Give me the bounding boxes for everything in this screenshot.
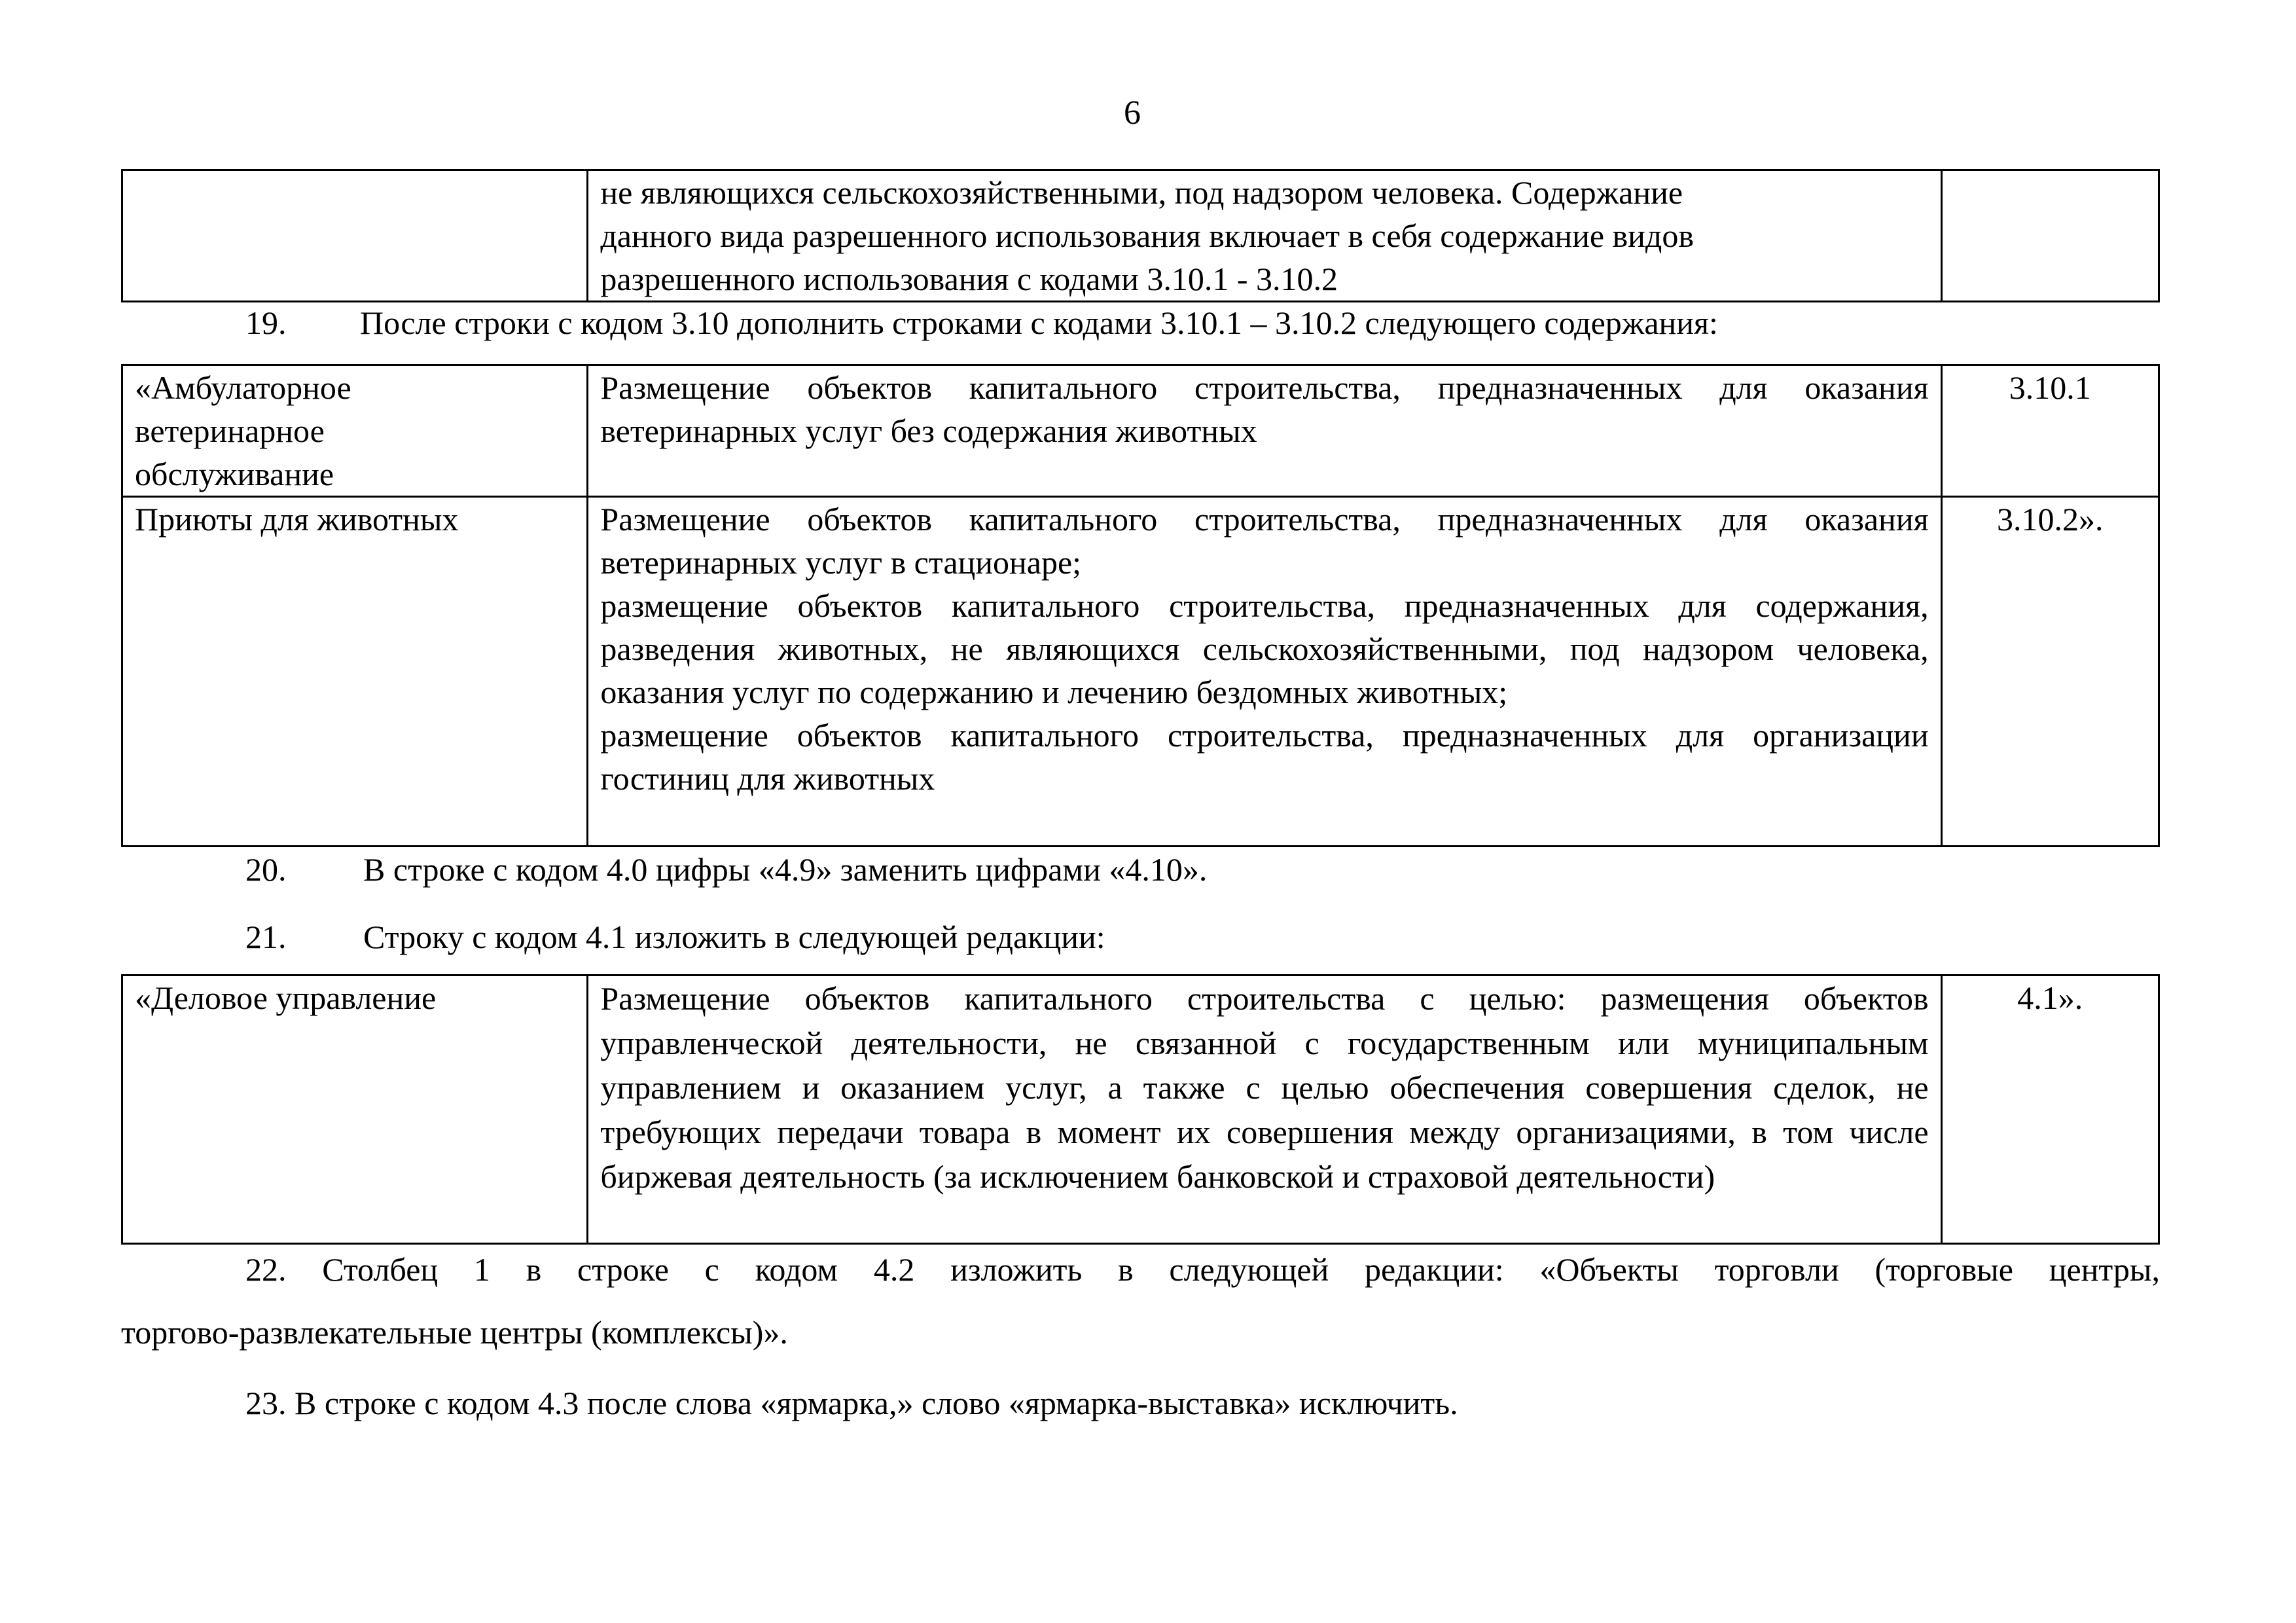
table-cell-description bbox=[588, 365, 1941, 497]
table-row bbox=[122, 497, 2159, 847]
table-cell-code: 3.10.1 bbox=[1941, 365, 2159, 497]
table-veterinary bbox=[121, 364, 2160, 847]
paragraph-22 bbox=[121, 1248, 2160, 1354]
table-cell-code: 4.1». bbox=[1941, 976, 2159, 1244]
paragraph-line: 22. Столбец 1 в строке с кодом 4.2 изложить в следующей редакции: «Объекты торговли (торговые центры, bbox=[245, 1251, 2160, 1288]
table-row bbox=[122, 365, 2159, 497]
page-number: 6 bbox=[1124, 94, 1141, 132]
item-number: 19. bbox=[245, 304, 287, 341]
item-number: 20. bbox=[245, 851, 287, 888]
paragraph-23 bbox=[121, 1381, 2160, 1425]
table-cell-name bbox=[122, 497, 588, 847]
table-cell-code bbox=[1941, 170, 2159, 302]
name-line: Приюты для животных bbox=[135, 501, 459, 538]
table-row bbox=[122, 976, 2159, 1244]
description-paragraph: размещение объектов капитального строительства, предназначенных для организации гостиниц для животных bbox=[600, 717, 1929, 797]
paragraph-text: Строку с кодом 4.1 изложить в следующей редакции: bbox=[363, 919, 1105, 955]
description-line: разрешенного использования с кодами 3.10.1 - 3.10.2 bbox=[600, 261, 1338, 297]
name-line: обслуживание bbox=[135, 456, 334, 492]
description-paragraph: Размещение объектов капитального строительства, предназначенных для оказания ветеринарных услуг без содержания животных bbox=[600, 369, 1929, 449]
paragraph-21 bbox=[121, 915, 2160, 958]
paragraph-19 bbox=[121, 301, 2160, 344]
name-line: «Амбулаторное bbox=[135, 369, 351, 406]
table-cell-description: Размещение объектов капитального строительства с целью: размещения объектов управленческой деятельности, не связанной с государственным или муниципальным управлением и оказанием услуг, а также с целью обеспечения совершения сделок, не требующих передачи товара в момент их совершения между организациями, в том числе биржевая деятельность (за исключением банковской и страховой деятельности) bbox=[588, 976, 1941, 1244]
paragraph-text: После строки с кодом 3.10 дополнить строками с кодами 3.10.1 – 3.10.2 следующего содержания: bbox=[360, 304, 1718, 341]
item-number: 21. bbox=[245, 919, 287, 955]
description-line: данного вида разрешенного использования включает в себя содержание видов bbox=[600, 217, 1694, 254]
paragraph-20 bbox=[121, 848, 2160, 891]
description-paragraph: размещение объектов капитального строительства, предназначенных для содержания, разведения животных, не являющихся сельскохозяйственными, под надзором человека, оказания услуг по содержанию и лечению бездомных животных; bbox=[600, 587, 1929, 710]
paragraph-line: торгово-развлекательные центры (комплексы)». bbox=[121, 1314, 788, 1351]
table-cell-name: «Деловое управление bbox=[122, 976, 588, 1244]
table-row bbox=[122, 170, 2159, 302]
description-line: не являющихся сельскохозяйственными, под надзором человека. Содержание bbox=[600, 174, 1683, 211]
table-cell-code: 3.10.2». bbox=[1941, 497, 2159, 847]
paragraph-text: В строке с кодом 4.0 цифры «4.9» заменить цифрами «4.10». bbox=[363, 851, 1208, 888]
table-cell-name bbox=[122, 365, 588, 497]
table-cell-description bbox=[588, 497, 1941, 847]
table-business-management bbox=[121, 974, 2160, 1245]
table-cell-description bbox=[588, 170, 1941, 302]
table-cell-name bbox=[122, 170, 588, 302]
paragraph-text: 23. В строке с кодом 4.3 после слова «ярмарка,» слово «ярмарка-выставка» исключить. bbox=[245, 1385, 1458, 1421]
name-line: ветеринарное bbox=[135, 412, 325, 449]
table-continuation bbox=[121, 169, 2160, 302]
description-paragraph: Размещение объектов капитального строительства, предназначенных для оказания ветеринарных услуг в стационаре; bbox=[600, 501, 1929, 581]
